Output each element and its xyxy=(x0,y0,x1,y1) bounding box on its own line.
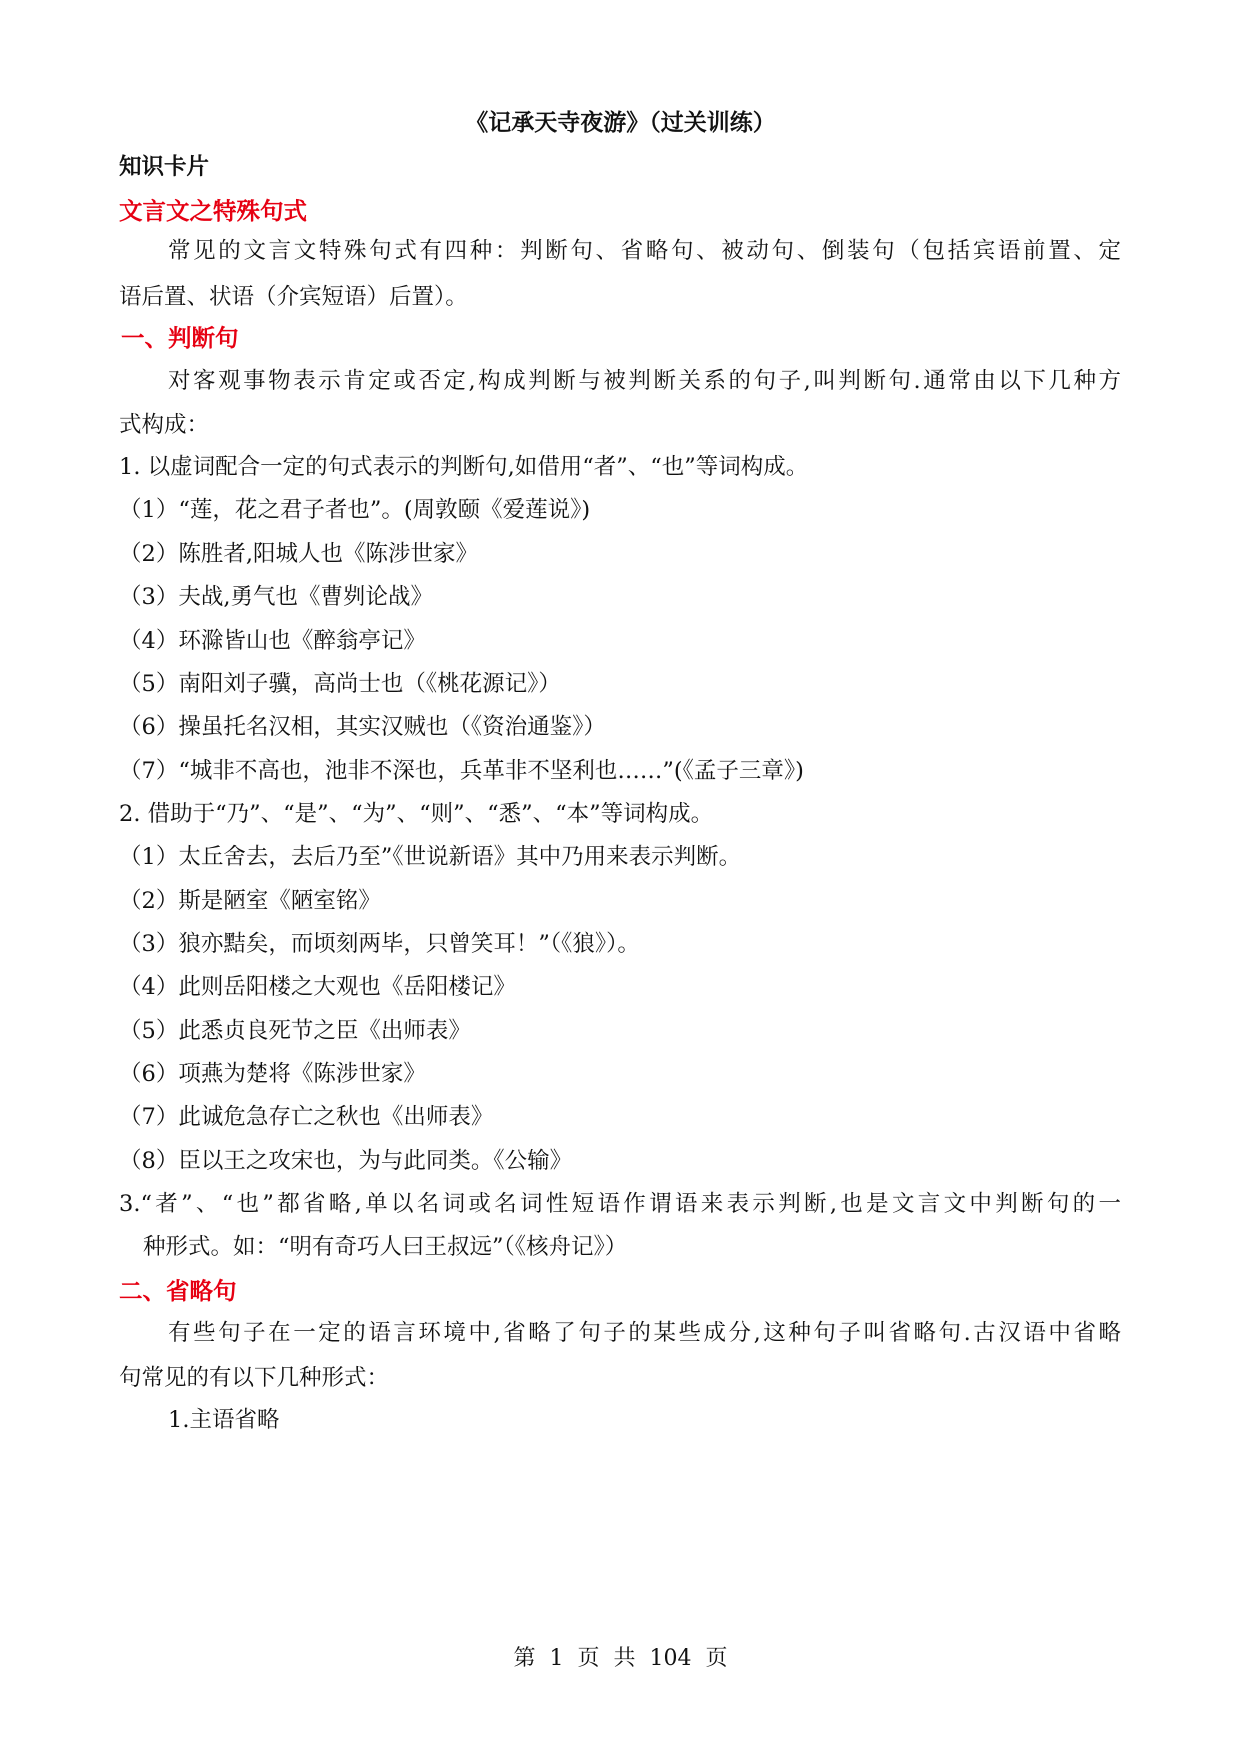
topic-heading: 文言文之特殊句式 xyxy=(119,197,307,225)
p2-item-7: （7）此诚危急存亡之秋也《出师表》 xyxy=(119,1104,494,1130)
intro-line-1: 常见的文言文特殊句式有四种：判断句、省略句、被动句、倒装句（包括宾语前置、定 xyxy=(168,238,1121,264)
omission-intro-1: 有些句子在一定的语言环境中,省略了句子的某些成分,这种句子叫省略句.古汉语中省略 xyxy=(168,1320,1121,1346)
point-3-line-2: 种形式。如：“明有奇巧人曰王叔远”（《核舟记》） xyxy=(143,1234,628,1260)
heading-judgment: 一、判断句 xyxy=(121,324,239,352)
p1-item-6: （6）操虽托名汉相，其实汉贼也（《资治通鉴》） xyxy=(119,714,606,740)
p1-item-7: （7）“城非不高也，池非不深也，兵革非不坚利也……”(《孟子三章》) xyxy=(119,758,804,784)
p2-item-2: （2）斯是陋室《陋室铭》 xyxy=(119,888,381,914)
judgment-intro-1: 对客观事物表示肯定或否定,构成判断与被判断关系的句子,叫判断句.通常由以下几种方 xyxy=(168,368,1121,394)
p1-item-2: （2）陈胜者,阳城人也《陈涉世家》 xyxy=(119,541,478,567)
p2-item-6: （6）项燕为楚将《陈涉世家》 xyxy=(119,1061,426,1087)
omission-intro-2: 句常见的有以下几种形式： xyxy=(119,1365,390,1391)
p2-item-8: （8）臣以王之攻宋也，为与此同类。《公输》 xyxy=(119,1148,573,1174)
p2-item-3: （3）狼亦黠矣，而顷刻两毕，只曾笑耳！”（《狼》）。 xyxy=(119,931,640,957)
p1-item-3: （3）夫战,勇气也《曹刿论战》 xyxy=(119,584,433,610)
point-2: 2. 借助于“乃”、“是”、“为”、“则”、“悉”、“本”等词构成。 xyxy=(119,801,714,827)
heading-omission: 二、省略句 xyxy=(119,1277,237,1305)
p1-item-5: （5）南阳刘子骥，高尚士也（《桃花源记》） xyxy=(119,671,561,697)
p2-item-1: （1）太丘舍去，去后乃至”《世说新语》其中乃用来表示判断。 xyxy=(119,844,742,870)
p1-item-4: （4）环滁皆山也《醉翁亭记》 xyxy=(119,628,426,654)
p1-item-1: （1）“莲，花之君子者也”。(周敦颐《爱莲说》) xyxy=(119,497,591,523)
intro-line-2: 语后置、状语（介宾短语）后置）。 xyxy=(119,284,468,310)
p2-item-5: （5）此悉贞良死节之臣《出师表》 xyxy=(119,1018,471,1044)
point-3-line-1: 3.“者”、“也”都省略,单以名词或名词性短语作谓语来表示判断,也是文言文中判断句的一 xyxy=(119,1191,1121,1217)
p2-item-4: （4）此则岳阳楼之大观也《岳阳楼记》 xyxy=(119,974,516,1000)
document-title: 《记承天寺夜游》（过关训练） xyxy=(465,109,776,136)
section-label: 知识卡片 xyxy=(119,154,210,180)
page-footer: 第 1 页 共 104 页 xyxy=(513,1646,728,1671)
judgment-intro-2: 式构成： xyxy=(119,412,210,438)
point-1: 1. 以虚词配合一定的句式表示的判断句,如借用“者”、“也”等词构成。 xyxy=(119,454,809,480)
omission-sub-1: 1.主语省略 xyxy=(168,1407,280,1433)
